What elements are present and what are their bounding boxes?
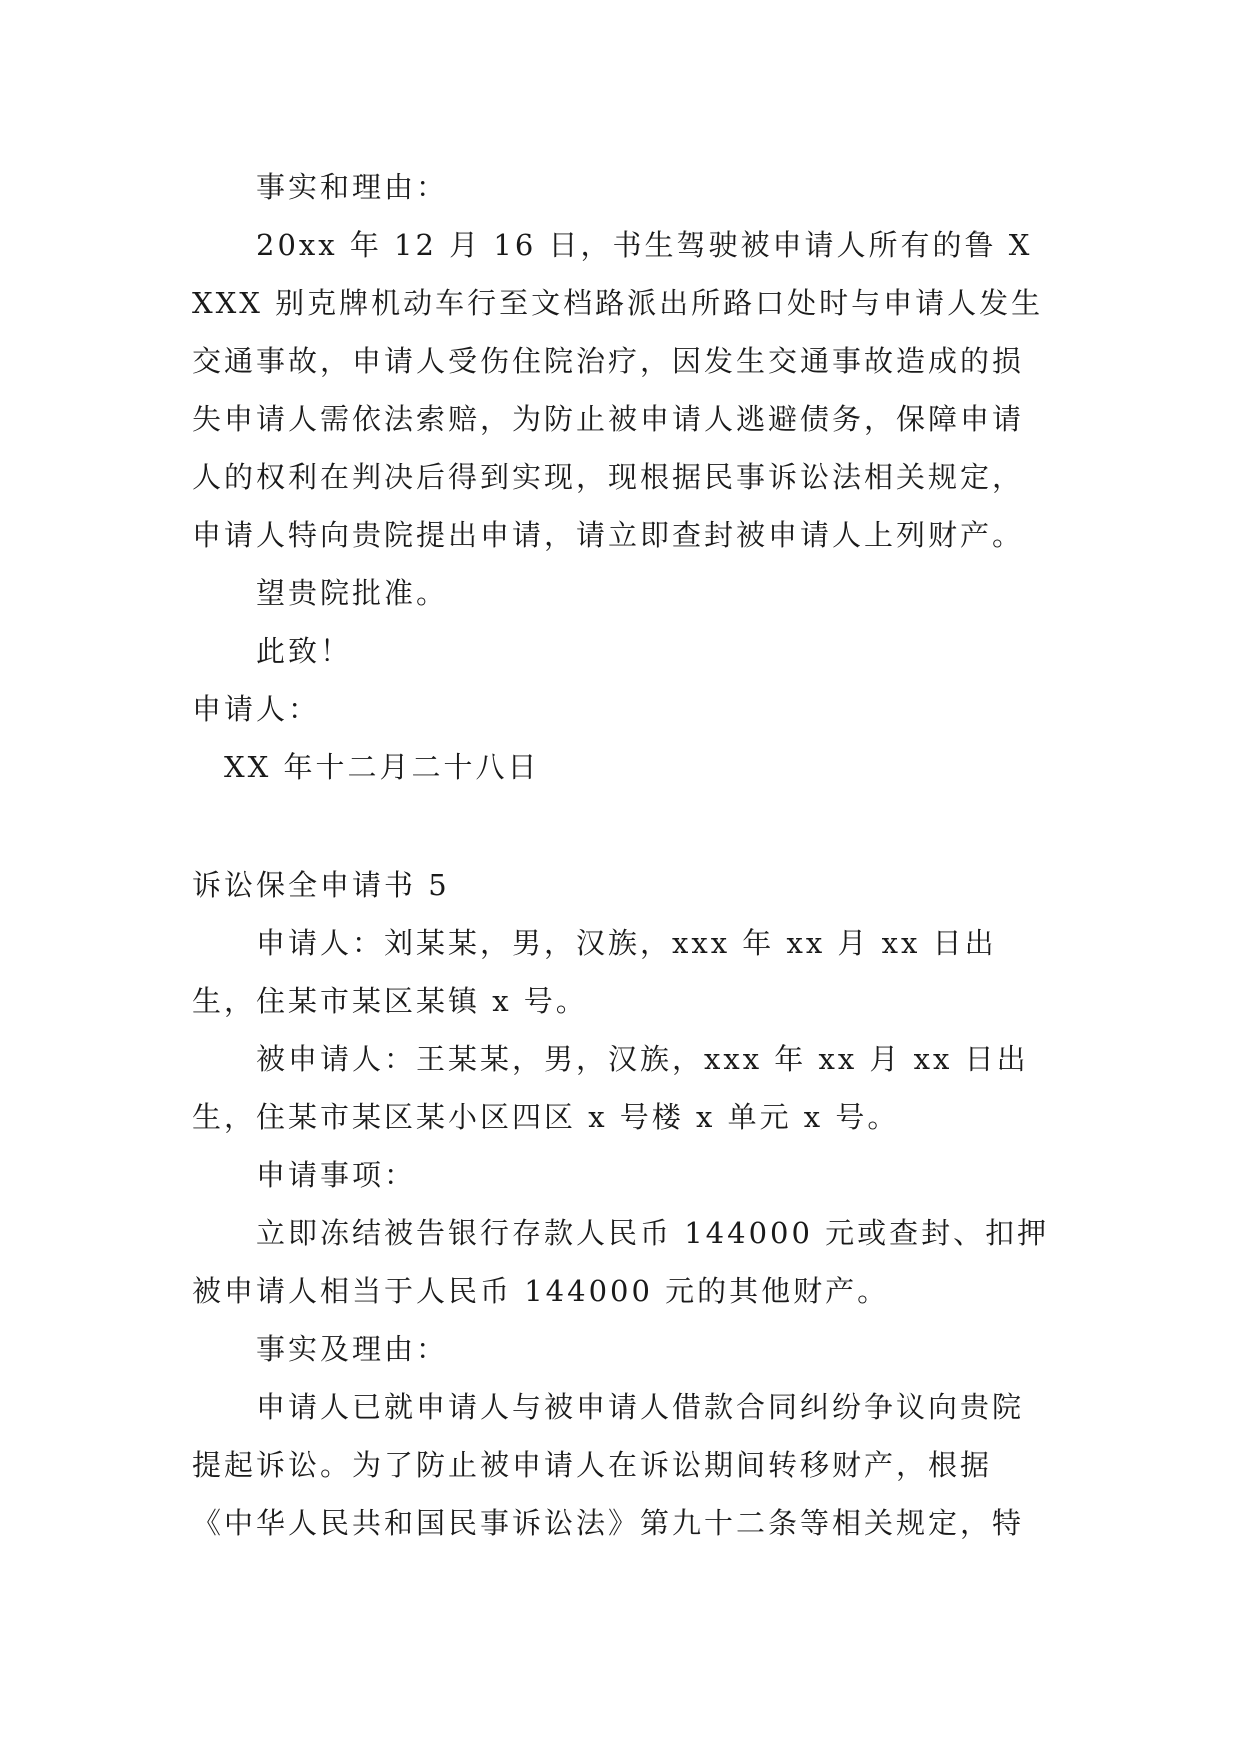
date-line: XX 年十二月二十八日 <box>224 750 540 784</box>
facts-heading: 事实和理由： <box>256 170 449 204</box>
applicant-signature-label: 申请人： <box>192 692 321 726</box>
matters-heading: 申请事项： <box>256 1158 417 1192</box>
applicant-info: 申请人：刘某某，男，汉族，xxx 年 xx 月 xx 日出生，住某市某区某镇 x 号。 <box>192 926 997 1018</box>
approval-line: 望贵院批准。 <box>256 576 449 610</box>
regards-line: 此致！ <box>256 634 353 668</box>
reasons-heading: 事实及理由： <box>256 1332 449 1366</box>
facts-body: 20xx 年 12 月 16 日，书生驾驶被申请人所有的鲁 XXXX 别克牌机动车行至文档路派出所路口处时与申请人发生交通事故，申请人受伤住院治疗，因发生交通事故造成的损失申请人需依法索赔，为防止被申请人逃避债务，保障申请人的权利在判决后得到实现，现根据民事诉讼法相关规定，申请人特向贵院提出申请，请立即查封被申请人上列财产。 <box>192 228 1044 552</box>
matters-body: 立即冻结被告银行存款人民币 144000 元或查封、扣押被申请人相当于人民币 144000 元的其他财产。 <box>192 1216 1050 1308</box>
respondent-info: 被申请人：王某某，男，汉族，xxx 年 xx 月 xx 日出生，住某市某区某小区四区 x 号楼 x 单元 x 号。 <box>192 1042 1029 1134</box>
section-title: 诉讼保全申请书 5 <box>192 868 450 902</box>
reasons-body: 申请人已就申请人与被申请人借款合同纠纷争议向贵院提起诉讼。为了防止被申请人在诉讼期间转移财产，根据《中华人民共和国民事诉讼法》第九十二条等相关规定，特 <box>192 1390 1025 1540</box>
